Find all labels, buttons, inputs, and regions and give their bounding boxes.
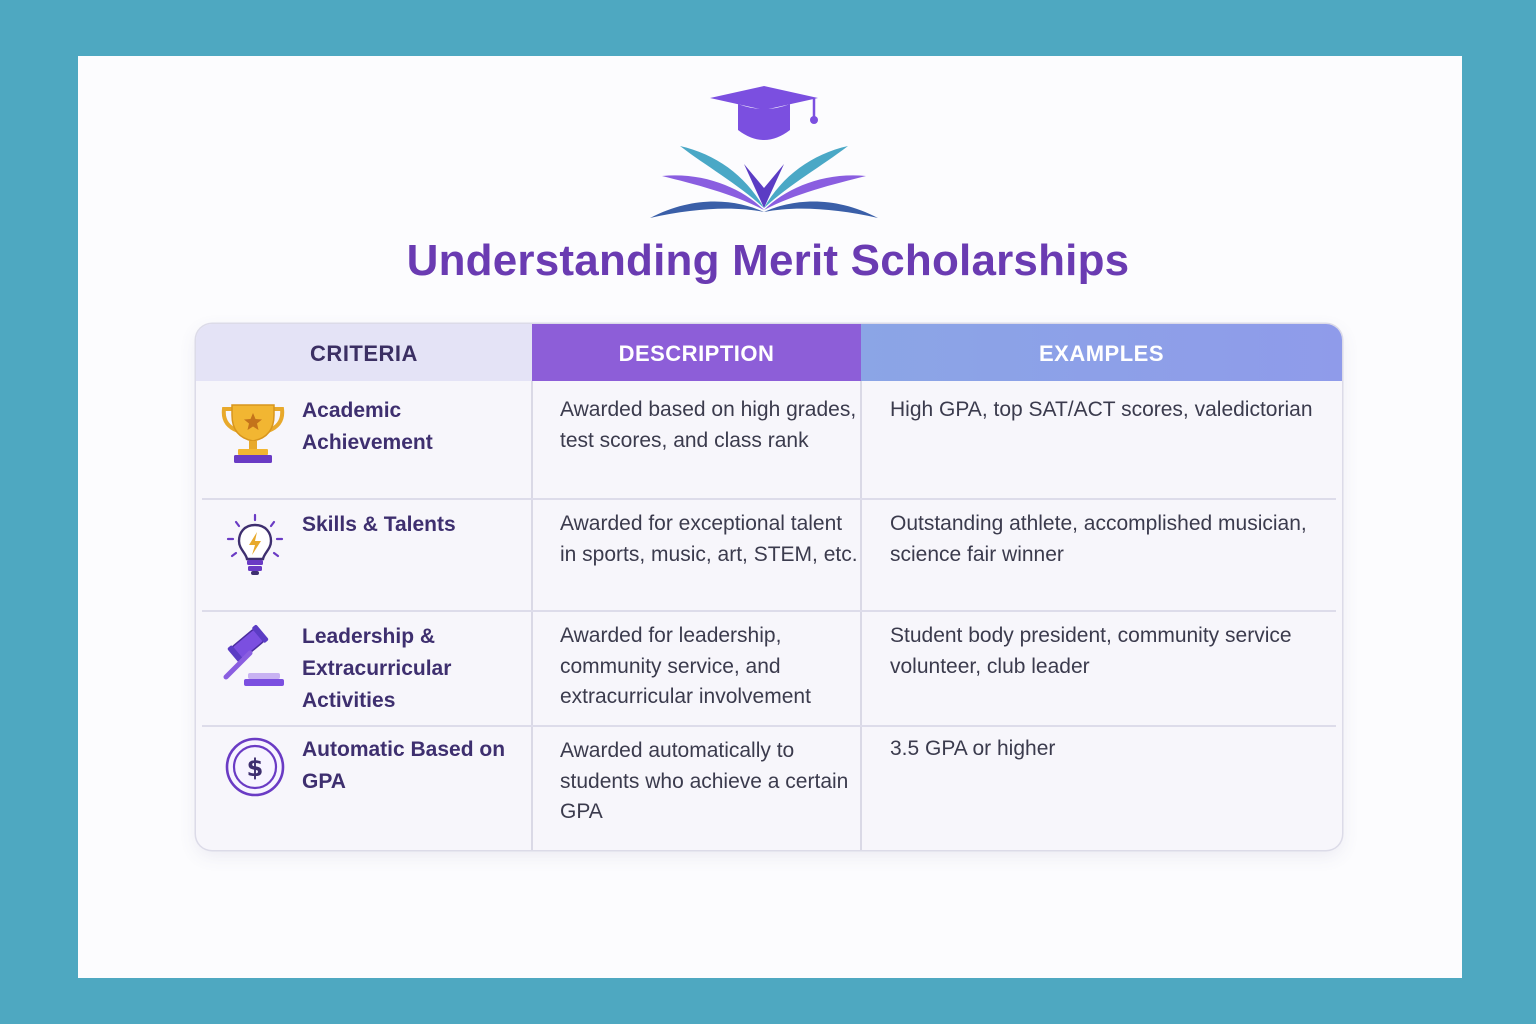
table-row <box>196 381 1342 498</box>
table-header <box>196 324 1342 381</box>
graduation-cap-open-book-icon <box>646 84 882 224</box>
header-examples: EXAMPLES <box>861 324 1342 381</box>
header-criteria: CRITERIA <box>196 324 532 381</box>
examples-text: High GPA, top SAT/ACT scores, valedictorian <box>890 398 1313 421</box>
criteria-label: Academic Achievement <box>302 399 433 454</box>
table-row <box>196 611 1342 725</box>
table-row <box>196 726 1342 850</box>
table-row <box>196 499 1342 610</box>
page-title: Understanding Merit Scholarships <box>406 236 1130 285</box>
examples-text: Student body president, community service volunteer, club leader <box>890 624 1292 678</box>
description-text: Awarded for leadership, community service, and extracurricular involvement <box>560 624 811 708</box>
gavel-icon <box>220 623 286 689</box>
criteria-label: Automatic Based on GPA <box>302 738 506 793</box>
criteria-label: Skills & Talents <box>302 513 456 536</box>
description-text: Awarded for exceptional talent in sports, music, art, STEM, etc. <box>560 512 858 566</box>
description-text: Awarded based on high grades, test scores, and class rank <box>560 398 857 452</box>
examples-text: 3.5 GPA or higher <box>890 737 1056 760</box>
trophy-icon <box>220 401 286 467</box>
lightbulb-icon <box>222 513 288 579</box>
dollar-coin-icon <box>222 734 288 800</box>
description-text: Awarded automatically to students who achieve a certain GPA <box>560 739 849 823</box>
svg-text:$: $ <box>246 754 264 782</box>
examples-text: Outstanding athlete, accomplished musician, science fair winner <box>890 512 1307 566</box>
header-description: DESCRIPTION <box>532 324 861 381</box>
criteria-label: Leadership & Extracurricular Activities <box>302 625 452 712</box>
scholarship-table <box>196 324 1342 850</box>
